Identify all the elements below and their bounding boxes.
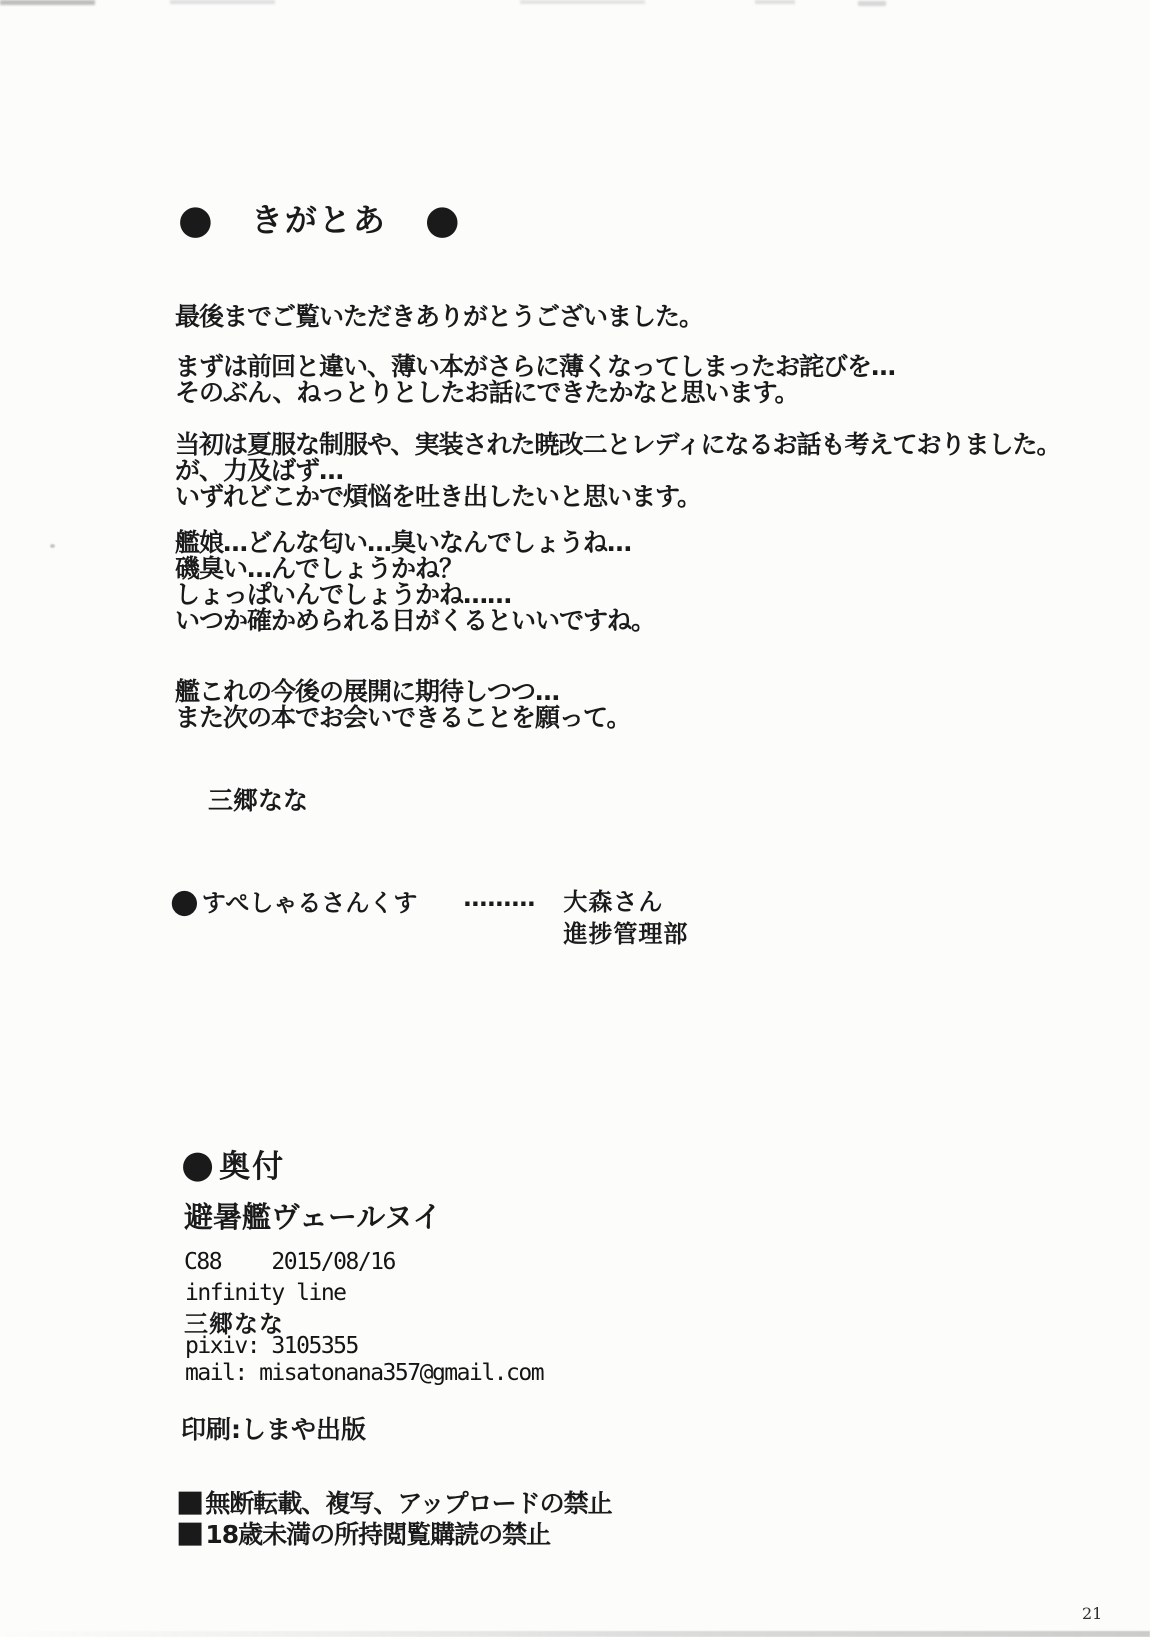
afterword-line: が、力及ばず…: [175, 456, 344, 485]
afterword-paragraph: [175, 432, 1061, 510]
scan-smudge: [520, 0, 645, 4]
special-thanks-label-text: すぺしゃるさんくす: [201, 889, 418, 917]
leader-dots: ………: [463, 884, 536, 912]
notice-line: [176, 1483, 612, 1519]
afterword-line: いつか確かめられる日がくるといいですね。: [175, 606, 656, 635]
scan-smudge: [858, 1, 886, 6]
printer-credit: 印刷:しまや出版: [181, 1415, 366, 1444]
notice-list: [176, 1483, 612, 1550]
afterword-title-text: きがとあ: [250, 201, 387, 239]
notice-text: 18歳未満の所持閲覧購読の禁止: [205, 1519, 551, 1549]
colophon-author: 三郷なな: [184, 1310, 284, 1338]
afterword-line: そのぶん、ねっとりとしたお話にできたかなと思います。: [175, 378, 799, 407]
afterword-line: しょっぱいんでしょうかね……: [175, 580, 512, 609]
book-title: 避暑艦ヴェールヌイ: [184, 1200, 442, 1234]
event-date: 2015/08/16: [271, 1249, 395, 1275]
afterword-line: まずは前回と違い、薄い本がさらに薄くなってしまったお詫びを…: [175, 352, 896, 381]
afterword-line: 艦これの今後の展開に期待しつつ…: [175, 677, 560, 706]
afterword-paragraph: [175, 304, 703, 330]
afterword-paragraph: [175, 354, 895, 406]
square-marker-icon: ■: [176, 1514, 205, 1550]
special-thanks-names: [563, 886, 688, 950]
afterword-line: いずれどこかで煩悩を吐き出したいと思います。: [175, 482, 702, 511]
special-thanks-name: 大森さん: [563, 888, 664, 916]
afterword-paragraph: [175, 679, 631, 731]
special-thanks-name: 進捗管理部: [563, 920, 689, 948]
special-thanks: [170, 883, 688, 950]
scan-smudge: [170, 0, 275, 4]
pixiv-id: pixiv: 3105355: [185, 1333, 358, 1359]
afterword-line: 最後までご覧いただきありがとうございました。: [175, 302, 704, 331]
bullet-icon: ●: [170, 881, 199, 920]
event-date-line: [184, 1249, 395, 1275]
afterword-line: また次の本でお会いできることを願って。: [175, 703, 631, 732]
scan-smudge: [755, 0, 795, 4]
bullet-icon: ●: [424, 197, 460, 243]
colophon-heading: [181, 1141, 285, 1186]
special-thanks-label: [170, 883, 417, 918]
bullet-icon: ●: [178, 197, 213, 243]
square-marker-icon: ■: [176, 1483, 205, 1519]
author-signature: 三郷なな: [208, 786, 309, 815]
afterword-heading: [178, 197, 460, 243]
afterword-paragraph: [175, 530, 655, 634]
bullet-icon: ●: [181, 1141, 215, 1186]
notice-line: [176, 1514, 612, 1550]
colophon-heading-text: 奥付: [219, 1149, 286, 1185]
scan-speck: [50, 544, 55, 548]
afterword-line: 艦娘…どんな匂い…臭いなんでしょうね…: [175, 528, 632, 557]
circle-name: infinity line: [185, 1280, 346, 1306]
afterword-line: 磯臭い…んでしょうかね？: [175, 554, 464, 583]
scan-smudge: [0, 0, 95, 5]
mail-address: mail: misatonana357@gmail.com: [185, 1360, 544, 1386]
notice-text: 無断転載、複写、アップロードの禁止: [205, 1488, 612, 1518]
afterword-line: 当初は夏服な制服や、実装された暁改二とレディになるお話も考えておりました。: [175, 430, 1061, 459]
event-name: C88: [184, 1249, 222, 1275]
page-number: 21: [1082, 1604, 1103, 1623]
scan-edge-band: [0, 1631, 1150, 1637]
